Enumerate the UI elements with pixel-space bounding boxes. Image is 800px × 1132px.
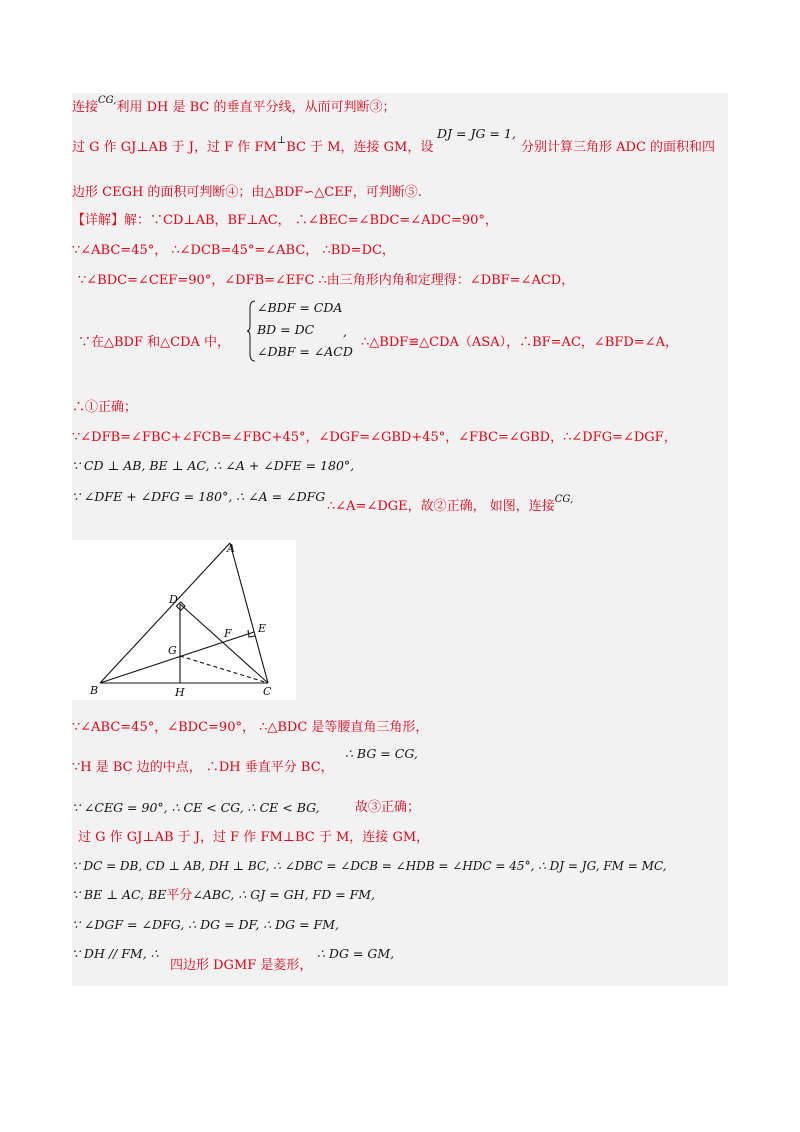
math-dj-jg: DJ = JG = 1, bbox=[437, 126, 516, 141]
line-9: ∵∠DFB=∠FBC+∠FCB=∠FBC+45°，∠DGF=∠GBD+45°，∠FBC=∠GBD，∴∠DFG=∠DGF， bbox=[72, 430, 677, 445]
line-7-right: ∴△BDF≌△CDA（ASA），∴BF=AC，∠BFD=∠A， bbox=[361, 335, 678, 350]
system-comma: , bbox=[343, 324, 347, 339]
equation-system bbox=[247, 300, 367, 362]
line-14-math: ∵ ∠CEG = 90°, ∴ CE < CG, ∴ CE < BG, bbox=[72, 800, 320, 815]
math: ∵ BE ⊥ AC, BE bbox=[72, 887, 167, 902]
system-row-1: ∠BDF = CDA bbox=[257, 300, 343, 315]
segment-gc-dashed bbox=[180, 656, 268, 683]
line-19-math: ∵ DH // FM, ∴ bbox=[72, 946, 159, 961]
label-e: E bbox=[258, 622, 267, 635]
text: 利用 DH 是 BC 的垂直平分线，从而可判断③； bbox=[116, 100, 396, 115]
text: 连接 bbox=[72, 100, 99, 115]
line-13-math: ∴ BG = CG, bbox=[345, 746, 418, 761]
label-g: G bbox=[168, 644, 177, 657]
label-b: B bbox=[90, 684, 99, 697]
line-16: ∵ DC = DB, CD ⊥ AB, DH ⊥ BC, ∴ ∠DBC = ∠DCB = ∠HDB = ∠HDC = 45°, ∴ DJ = JG, FM = MC, bbox=[72, 859, 667, 873]
text: ∵CD⊥AB，BF⊥AC， ∴∠BEC=∠BDC=∠ADC=90°， bbox=[150, 213, 498, 228]
brace-icon bbox=[247, 300, 257, 362]
line-5: ∵∠ABC=45°， ∴∠DCB=45°=∠ABC， ∴BD=DC， bbox=[72, 243, 395, 258]
system-row-3: ∠DBF = ∠ACD bbox=[257, 344, 353, 359]
math-cg: CG, bbox=[98, 95, 117, 106]
line-18: ∵ ∠DGF = ∠DFG, ∴ DG = DF, ∴ DG = FM, bbox=[72, 917, 340, 932]
line-19-end: ∴ DG = GM, bbox=[317, 946, 395, 961]
text: 平分 bbox=[166, 888, 193, 903]
line-1 bbox=[72, 95, 396, 117]
line-17 bbox=[72, 887, 375, 904]
line-7-left: ∵在△BDF 和△CDA 中， bbox=[78, 335, 231, 350]
text: BC 于 M，连接 GM，设 bbox=[286, 140, 434, 155]
line-11-math: ∵ ∠DFE + ∠DFG = 180°, ∴ ∠A = ∠DFG bbox=[72, 489, 326, 504]
triangle-diagram bbox=[72, 540, 296, 700]
segment-ac bbox=[230, 543, 268, 683]
system-row-2: BD = DC bbox=[257, 322, 315, 337]
label-d: D bbox=[169, 593, 178, 606]
geometry-figure bbox=[72, 540, 296, 700]
line-11-text bbox=[327, 494, 574, 516]
line-2-end: 分别计算三角形 ADC 的面积和四 bbox=[521, 140, 716, 155]
label-a: A bbox=[227, 542, 235, 555]
line-13-text: ∵H 是 BC 边的中点， ∴DH 垂直平分 BC， bbox=[72, 760, 334, 775]
perp-symbol: ⊥ bbox=[276, 135, 287, 146]
segment-dc bbox=[180, 604, 268, 683]
line-8: ∴①正确； bbox=[72, 400, 138, 415]
label-c: C bbox=[263, 685, 272, 698]
line-6: ∵∠BDC=∠CEF=90°，∠DFB=∠EFC ∴由三角形内角和定理得：∠DBF=∠ACD， bbox=[78, 273, 575, 288]
detail-heading: 【详解】解： bbox=[72, 213, 151, 228]
math-cg: CG, bbox=[554, 494, 574, 505]
line-14-text: 故③正确； bbox=[355, 800, 421, 815]
line-19-text: 四边形 DGMF 是菱形， bbox=[170, 958, 313, 973]
line-10: ∵ CD ⊥ AB, BE ⊥ AC, ∴ ∠A + ∠DFE = 180°, bbox=[72, 458, 355, 473]
line-15: 过 G 作 GJ⊥AB 于 J，过 F 作 FM⊥BC 于 M，连接 GM， bbox=[78, 830, 430, 845]
line-3: 边形 CEGH 的面积可判断④；由△BDF∽△CEF，可判断⑤. bbox=[72, 185, 422, 200]
text: ∴∠A=∠DGE，故②正确， 如图，连接 bbox=[327, 499, 555, 514]
line-4 bbox=[72, 213, 498, 229]
label-h: H bbox=[175, 686, 185, 699]
math: ∠ABC, ∴ GJ = GH, FD = FM, bbox=[192, 887, 376, 902]
line-2 bbox=[72, 135, 434, 157]
label-f: F bbox=[224, 627, 232, 640]
line-12: ∵∠ABC=45°，∠BDC=90°， ∴△BDC 是等腰直角三角形， bbox=[72, 720, 429, 735]
text: 过 G 作 GJ⊥AB 于 J，过 F 作 FM bbox=[72, 140, 277, 155]
